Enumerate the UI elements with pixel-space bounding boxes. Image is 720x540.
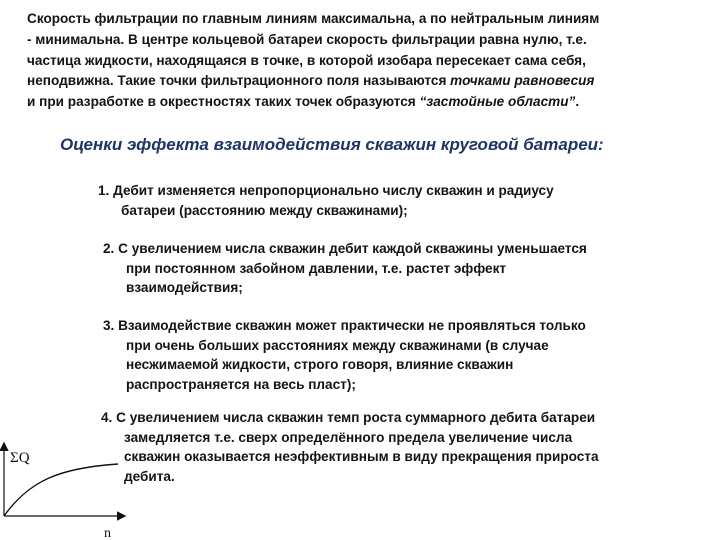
saturation-curve [4, 464, 118, 516]
intro-line: - минимальна. В центре кольцевой батареи скорость фильтрации равна нулю, т.е. [27, 31, 587, 47]
total-rate-graph [0, 440, 130, 540]
list-item-line: несжимаемой жидкости, строго говоря, влияние скважин [126, 357, 514, 373]
intro-line: Скорость фильтрации по главным линиям максимальна, а по нейтральным линиям [27, 11, 600, 26]
list-item-line: дебита. [124, 468, 175, 484]
list-item-line: взаимодействия; [126, 280, 243, 296]
list-item [103, 316, 586, 394]
intro-text: и при разработке в окрестностях таких точек образуются [27, 94, 420, 110]
list-item-line: батареи (расстоянию между скважинами); [121, 202, 408, 218]
list-item-line: 1. Дебит изменяется непропорционально числу скважин и радиусу [98, 183, 554, 198]
y-axis-label: ΣQ [10, 450, 30, 466]
x-axis-label: n [104, 526, 111, 540]
list-item-line: 2. С увеличением числа скважин дебит каждой скважины уменьшается [103, 241, 587, 256]
list-item-line: 3. Взаимодействие скважин может практически не проявляться только [103, 318, 586, 333]
list-item-line: распространяется на весь пласт); [126, 376, 356, 392]
list-item-line: замедляется т.е. сверх определённого предела увеличение числа [124, 429, 573, 445]
list-item-line: 4. С увеличением числа скважин темп роста суммарного дебита батареи [101, 410, 596, 425]
intro-line [27, 92, 711, 113]
list-item [98, 181, 554, 220]
list-item [101, 408, 599, 486]
intro-paragraph [27, 9, 711, 113]
intro-text: неподвижна. Такие точки фильтрационного поля называются [27, 73, 451, 89]
list-item-line: при постоянном забойном давлении, т.е. растет эффект [126, 260, 507, 276]
stagnant-areas-term: “застойные области” [419, 94, 576, 110]
intro-text: . [575, 94, 580, 110]
list-item-line: при очень больших расстояниях между скважинами (в случае [126, 337, 549, 353]
list-item [103, 239, 587, 298]
list-item-line: скважин оказывается неэффективным в виду прекращения прироста [124, 449, 599, 465]
intro-line [27, 71, 711, 92]
intro-line: частица жидкости, находящаяся в точке, в которой изобара пересекает сама себя, [27, 52, 586, 68]
section-heading: Оценки эффекта взаимодействия скважин круговой батареи: [60, 135, 604, 154]
equilibrium-points-term: точками равновесия [450, 73, 595, 89]
